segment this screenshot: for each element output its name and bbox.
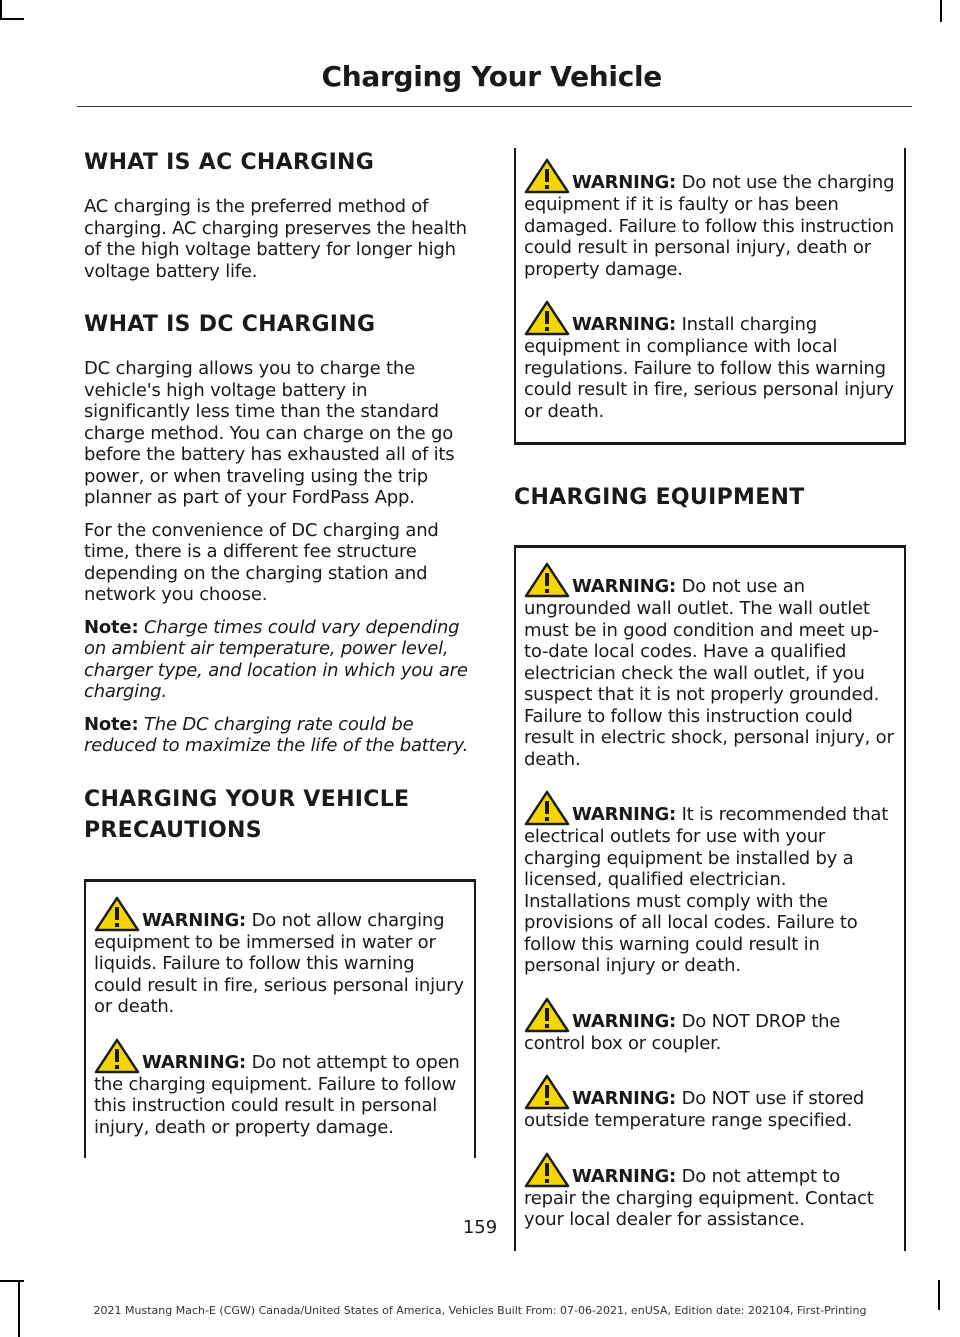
warning-text: Do not attempt to open the charging equipment. Failure to follow this instruction could result in personal injury, death or property damage. bbox=[94, 1051, 460, 1138]
footer-text: 2021 Mustang Mach-E (CGW) Canada/United States of America, Vehicles Built From: 07-06-2021, enUSA, Edition date: 202104, First-Printing bbox=[93, 1304, 867, 1317]
warning-triangle-icon bbox=[524, 300, 570, 336]
left-column bbox=[84, 140, 476, 1158]
warning-item bbox=[524, 997, 896, 1055]
warning-triangle-icon bbox=[94, 1038, 140, 1074]
warning-text: Do NOT use if stored outside temperature range specified. bbox=[524, 1088, 865, 1131]
note-text: Charge times could vary depending on ambient air temperature, power level, charger type, and location in which you are charging. bbox=[84, 616, 468, 702]
header-rule bbox=[77, 106, 912, 107]
warning-triangle-icon bbox=[524, 562, 570, 598]
warning-item bbox=[524, 300, 896, 422]
warning-label: WARNING: bbox=[572, 1165, 677, 1187]
page-number: 159 bbox=[462, 1217, 498, 1238]
warning-text: Do not allow charging equipment to be immersed in water or liquids. Failure to follow this warning could result in fire, serious personal injury or death. bbox=[94, 909, 464, 1017]
warning-label: WARNING: bbox=[572, 576, 677, 597]
warning-label: WARNING: bbox=[142, 909, 247, 931]
note-label: Note: bbox=[84, 713, 139, 735]
warning-item bbox=[524, 158, 896, 280]
warning-text: Install charging equipment in compliance with local regulations. Failure to follow this warning could result in fire, serious personal injury or death. bbox=[524, 314, 894, 422]
dc-paragraph: DC charging allows you to charge the vehicle's high voltage battery in significantly less time than the standard charge method. You can charge on the go before the battery has exhausted all of its power, or when traveling using the trip planner as part of your FordPass App. bbox=[84, 358, 455, 508]
warning-box bbox=[84, 879, 476, 1159]
note-text: The DC charging rate could be reduced to maximize the life of the battery. bbox=[84, 713, 469, 756]
warning-item bbox=[94, 896, 466, 1018]
right-column bbox=[514, 148, 906, 1251]
warning-box bbox=[514, 545, 906, 1251]
page-title: Charging Your Vehicle bbox=[321, 60, 662, 93]
warning-item bbox=[524, 1074, 896, 1132]
warning-text: It is recommended that electrical outlets for use with your charging equipment be installed by a licensed, qualified electrician. Installations must comply with the provisions of all local codes. Failure to follow this warning could result in personal injury or death. bbox=[524, 804, 889, 976]
crop-mark bbox=[0, 0, 2, 20]
section-heading-dc: WHAT IS DC CHARGING bbox=[84, 312, 376, 337]
section-heading-ac: WHAT IS AC CHARGING bbox=[84, 150, 375, 175]
warning-label: WARNING: bbox=[572, 1088, 677, 1109]
warning-label: WARNING: bbox=[572, 1010, 677, 1032]
note bbox=[84, 714, 476, 757]
warning-triangle-icon bbox=[524, 1152, 570, 1188]
section-heading-equipment: CHARGING EQUIPMENT bbox=[514, 485, 805, 510]
heading-line: PRECAUTIONS bbox=[84, 817, 262, 843]
crop-mark bbox=[0, 1280, 24, 1282]
note-label: Note: bbox=[84, 616, 139, 638]
warning-triangle-icon bbox=[524, 1074, 570, 1110]
section-heading-precautions bbox=[84, 785, 476, 845]
warning-text: Do NOT DROP the control box or coupler. bbox=[524, 1010, 841, 1054]
warning-label: WARNING: bbox=[572, 172, 677, 193]
warning-triangle-icon bbox=[524, 997, 570, 1033]
warning-label: WARNING: bbox=[572, 314, 677, 335]
dc-paragraph: For the convenience of DC charging and time, there is a different fee structure depending on the charging station and network you choose. bbox=[84, 519, 439, 605]
crop-mark bbox=[940, 0, 942, 22]
warning-item bbox=[524, 562, 896, 770]
warning-triangle-icon bbox=[94, 896, 140, 932]
ac-paragraph: AC charging is the preferred method of charging. AC charging preserves the health of the high voltage battery for longer high voltage battery life. bbox=[84, 196, 467, 282]
warning-text: Do not use an ungrounded wall outlet. The wall outlet must be in good condition and meet up-to-date local codes. Have a qualified electrician check the wall outlet, if you suspect that it is not properly grounded. Failure to follow this instruction could result in electric shock, personal injury, or death. bbox=[524, 576, 894, 770]
warning-text: Do not use the charging equipment if it is faulty or has been damaged. Failure to follow this instruction could result in personal injury, death or property damage. bbox=[524, 172, 895, 280]
warning-triangle-icon bbox=[524, 158, 570, 194]
warning-label: WARNING: bbox=[142, 1051, 247, 1073]
warning-item bbox=[94, 1038, 466, 1139]
warning-item bbox=[524, 790, 896, 977]
warning-box bbox=[514, 148, 906, 445]
heading-line: CHARGING YOUR VEHICLE bbox=[84, 786, 410, 812]
warning-label: WARNING: bbox=[572, 804, 677, 825]
note bbox=[84, 617, 476, 703]
warning-text: Do not attempt to repair the charging equipment. Contact your local dealer for assistance. bbox=[524, 1165, 874, 1230]
crop-mark bbox=[0, 18, 24, 20]
warning-triangle-icon bbox=[524, 790, 570, 826]
